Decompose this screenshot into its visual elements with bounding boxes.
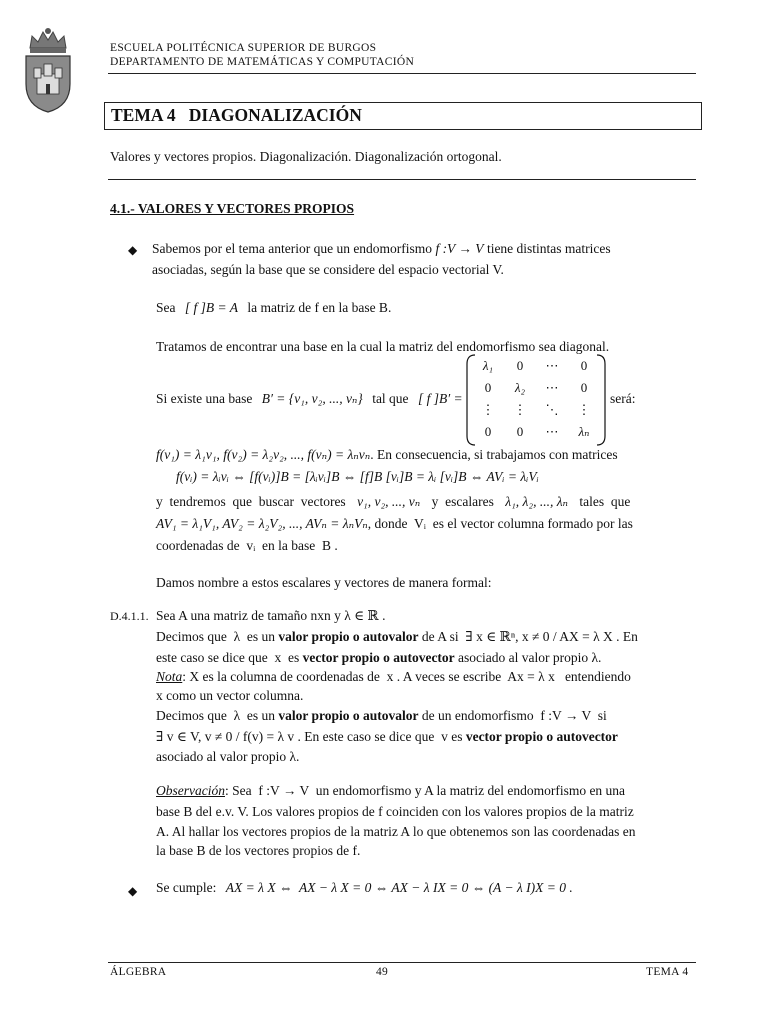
observation-label: Observación: [156, 783, 225, 798]
page-title: TEMA 4 DIAGONALIZACIÓN: [111, 105, 362, 125]
paragraph-1: [152, 238, 696, 259]
diagonal-matrix: [466, 354, 606, 446]
d6-text-a: Decimos que λ es un: [156, 708, 276, 723]
p7-math-2: λ₁, λ₂, ..., λₙ: [505, 494, 569, 509]
footer-right: TEMA 4: [646, 966, 689, 978]
d6-bold: valor propio o autovalor: [278, 708, 419, 723]
matrix-cell: 0: [580, 358, 588, 373]
p8-text: , donde Vᵢ es el vector columna formado por las: [367, 516, 633, 531]
matrix-cell: 0: [580, 380, 588, 395]
matrix-cell: 0: [516, 424, 524, 439]
coat-of-arms-icon: [22, 26, 74, 114]
p8-math: AV₁ = λ₁V₁, AV₂ = λ₂V₂, ..., AVₙ = λₙVₙ: [156, 516, 368, 531]
title-box: [104, 102, 702, 130]
p7-text-b: y escalares: [431, 494, 494, 509]
d4-text: : X es la columna de coordenadas de x . A veces se escribe Ax = λ x entendiendo: [182, 669, 631, 684]
observation-line-2: base B del e.v. V. Los valores propios de f coinciden con los valores propios de la matriz: [156, 804, 634, 819]
p2-text-b: la matriz de f en la base B.: [247, 300, 392, 315]
p11-math: AX = λ X ⇔ AX − λ X = 0 ⇔ AX − λ IX = 0 ⇔ (A − λ I)X = 0 .: [225, 880, 573, 895]
matrix-cell: ⋮: [513, 402, 527, 417]
d2-bold: valor propio o autovalor: [278, 629, 419, 644]
p7-text-c: tales que: [579, 494, 631, 509]
footer-rule: [108, 962, 696, 963]
matrix-row: [472, 377, 600, 399]
matrix-cell: 0: [516, 358, 524, 373]
p4-text-b: tal que: [372, 391, 409, 406]
paragraph-3: Tratamos de encontrar una base en la cual la matriz del endomorfismo sea diagonal.: [156, 339, 610, 354]
paragraph-4: [156, 388, 463, 409]
diamond-bullet-icon: ◆: [128, 243, 138, 257]
d6-text-b: de un endomorfismo f :V → V si: [421, 708, 607, 723]
paragraph-2: [156, 297, 391, 318]
matrix-cell: ⋮: [481, 402, 495, 417]
paragraph-9: coordenadas de vᵢ en la base B .: [156, 538, 338, 553]
footer-left: ÁLGEBRA: [110, 966, 167, 978]
p4-text-a: Si existe una base: [156, 391, 253, 406]
header-department: DEPARTAMENTO DE MATEMÁTICAS Y COMPUTACIÓN: [110, 56, 415, 68]
matrix-cell: ⋯: [545, 358, 559, 373]
paragraph-11: [156, 877, 573, 898]
p1-text-b: tiene distintas matrices: [486, 241, 611, 256]
p1-math: f :V → V: [435, 241, 484, 256]
subtitle: Valores y vectores propios. Diagonalización. Diagonalización ortogonal.: [110, 149, 502, 164]
p7-math: v₁, v₂, ..., vₙ: [357, 494, 421, 509]
p1-text-a: Sabemos por el tema anterior que un endomorfismo: [152, 241, 433, 256]
p2-math: [ f ]B = A: [184, 300, 238, 315]
p4-math: B′ = {v₁, v₂, ..., vₙ}: [261, 391, 363, 406]
paragraph-1-line2: asociadas, según la base que se considere del espacio vectorial V.: [152, 262, 504, 277]
o1-text: : Sea f :V → V un endomorfismo y A la matriz del endomorfismo en una: [224, 783, 626, 798]
d2-text-a: Decimos que λ es un: [156, 629, 276, 644]
section-heading: 4.1.- VALORES Y VECTORES PROPIOS: [110, 201, 355, 216]
definition-line-4: [156, 666, 631, 687]
header-school: ESCUELA POLITÉCNICA SUPERIOR DE BURGOS: [110, 42, 377, 54]
definition-label: D.4.1.1.: [110, 609, 149, 623]
definition-line-1: Sea A una matriz de tamaño nxn y λ ∈ ℝ .: [156, 608, 386, 623]
matrix-row: [472, 421, 600, 443]
definition-line-5: x como un vector columna.: [156, 688, 304, 703]
observation-line-4: la base B de los vectores propios de f.: [156, 843, 361, 858]
definition-line-2: [156, 626, 638, 647]
p4-math-2: [ f ]B′ =: [417, 391, 463, 406]
observation-line-3: A. Al hallar los vectores propios de la matriz A lo que obtenemos son las coordenadas en: [156, 824, 636, 839]
matrix-cell: ⋮: [577, 402, 591, 417]
observation-line-1: [156, 780, 625, 801]
p11-text: Se cumple:: [156, 880, 217, 895]
matrix-cell: λ₁: [482, 358, 494, 373]
definition-line-8: asociado al valor propio λ.: [156, 749, 300, 764]
definition-line-3: [156, 647, 601, 668]
matrix-cell: λₙ: [578, 424, 590, 439]
p5-text: . En consecuencia, si trabajamos con matrices: [370, 447, 618, 462]
d7-bold: vector propio o autovector: [465, 729, 618, 744]
nota-label: Nota: [156, 669, 183, 684]
paragraph-6-equation: f(vᵢ) = λᵢvᵢ ⇔ [f(vᵢ)]B = [λᵢvᵢ]B ⇔ [f]B [vᵢ]B = λᵢ [vᵢ]B ⇔ AVᵢ = λᵢVᵢ: [176, 469, 539, 484]
matrix-cell: λ₂: [514, 380, 526, 395]
page-number: 49: [376, 966, 389, 978]
matrix-cell: ⋱: [545, 402, 559, 417]
paragraph-8: [156, 513, 633, 534]
matrix-cell: ⋯: [545, 424, 559, 439]
subtitle-rule: [108, 179, 696, 180]
diamond-bullet-icon: ◆: [128, 884, 138, 898]
matrix-row: [472, 355, 600, 377]
paragraph-5: [156, 444, 618, 465]
matrix-cell: 0: [484, 424, 492, 439]
p7-text-a: y tendremos que buscar vectores: [156, 494, 346, 509]
matrix-cell: ⋯: [545, 380, 559, 395]
d3-text-b: asociado al valor propio λ.: [458, 650, 602, 665]
definition-line-7: [156, 726, 618, 747]
paragraph-7: [156, 491, 696, 512]
p2-text-a: Sea: [156, 300, 176, 315]
definition-line-6: [156, 705, 607, 726]
matrix-row: [472, 399, 600, 421]
matrix-cell: 0: [484, 380, 492, 395]
d2-text-b: de A si ∃ x ∈ ℝⁿ, x ≠ 0 / AX = λ X . En: [421, 629, 638, 644]
d7-text-a: ∃ v ∈ V, v ≠ 0 / f(v) = λ v . En este caso se dice que v es: [156, 729, 463, 744]
paragraph-4-end: será:: [610, 391, 636, 406]
header-rule: [108, 73, 696, 74]
d3-bold: vector propio o autovector: [302, 650, 455, 665]
p5-math: f(v₁) = λ₁v₁, f(v₂) = λ₂v₂, ..., f(vₙ) = λₙvₙ: [156, 447, 371, 462]
paragraph-10: Damos nombre a estos escalares y vectores de manera formal:: [156, 575, 492, 590]
d3-text-a: este caso se dice que x es: [156, 650, 300, 665]
